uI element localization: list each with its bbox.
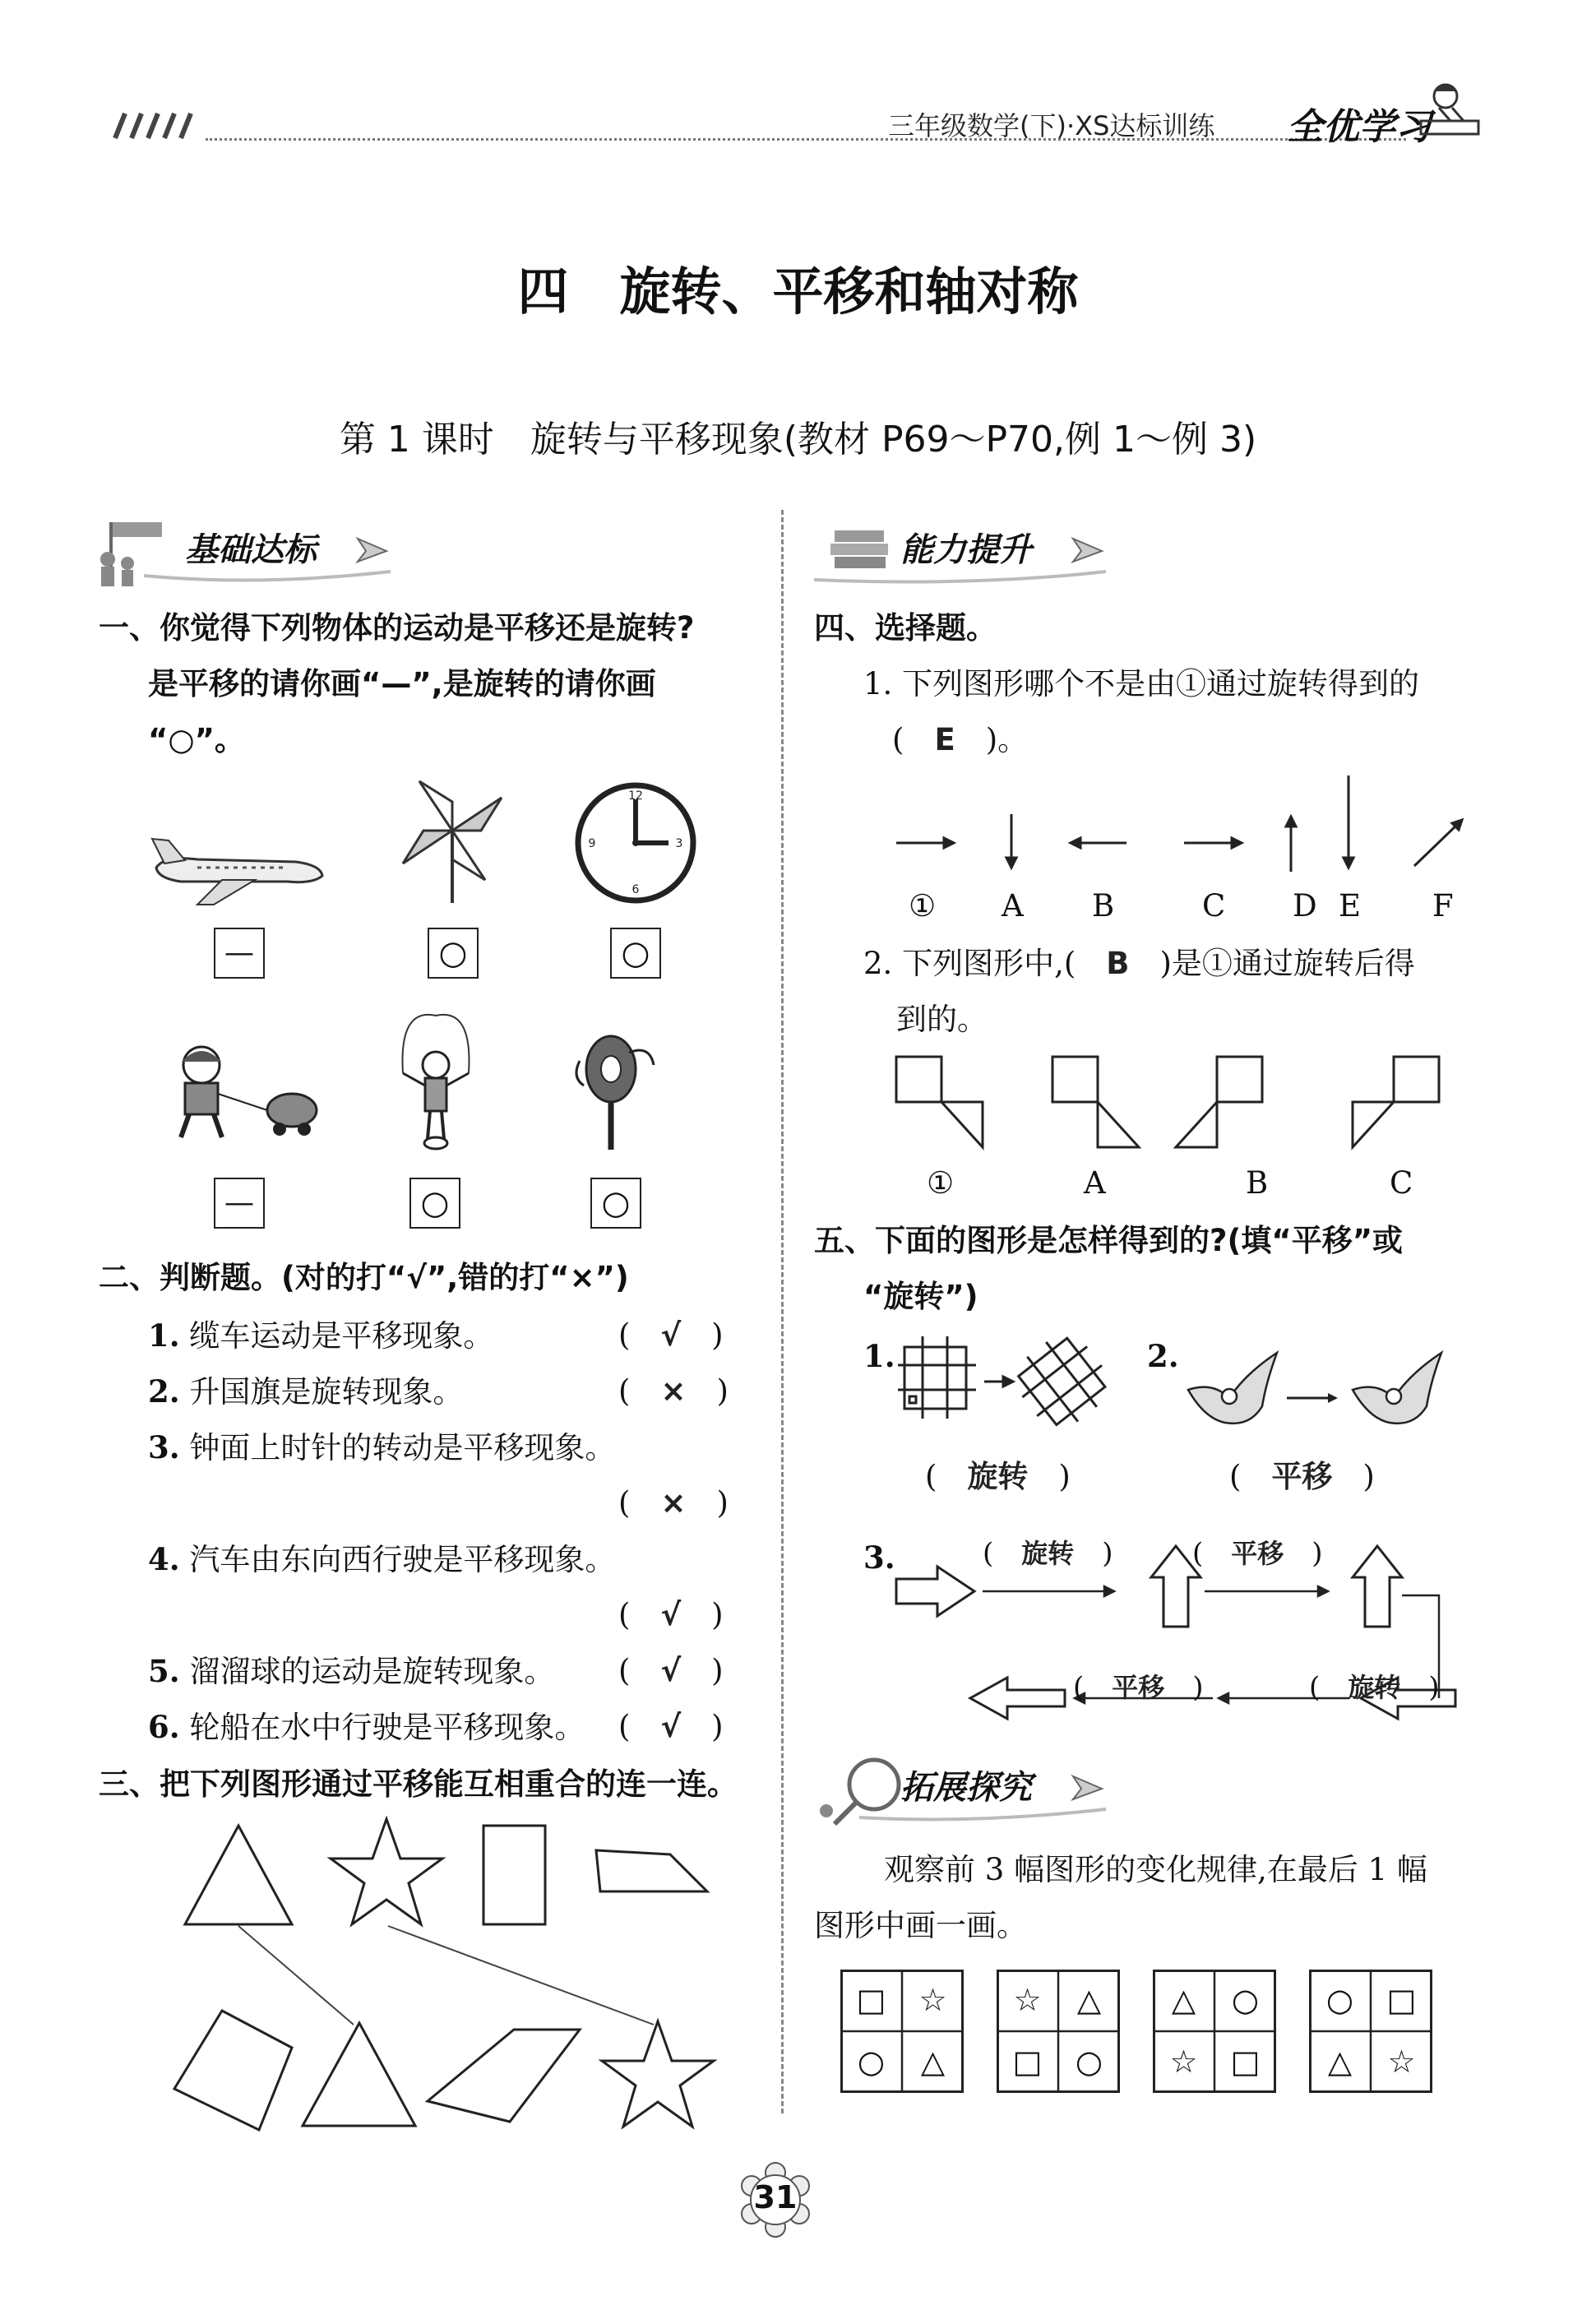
child-pulling-toy-icon (160, 1040, 333, 1139)
q4-item1-label-e: E (1339, 888, 1362, 924)
svg-text:6: 6 (631, 883, 640, 896)
extend-line1: 观察前 3 幅图形的变化规律,在最后 1 幅 (884, 1852, 1427, 1887)
q2-item-3-answer: × (660, 1485, 687, 1521)
q3-top-rectangle[interactable] (483, 1826, 545, 1924)
q1-answer-box-5[interactable] (409, 1178, 460, 1229)
mascot-drawing (1414, 78, 1488, 144)
q5-answer-2: 平移 (1271, 1459, 1333, 1494)
extend-grid-3-cell-1: △ (1171, 1982, 1196, 2018)
q5-answer2-paren[interactable]: ( 平移 ) (1229, 1459, 1375, 1494)
extend-grid-4-cell-3: △ (1327, 2044, 1353, 2080)
q4-item1-paren[interactable]: ( E )。 (892, 722, 1029, 757)
q2-item-4-text: 汽车由东向西行驶是平移现象。 (189, 1542, 616, 1577)
fan-toy-drawing (571, 1028, 662, 1151)
extend-grid-2-cell-2: △ (1076, 1982, 1102, 2018)
q2-item-1 (148, 1308, 493, 1364)
q2-item-4-answer: √ (660, 1597, 682, 1632)
child-toy-drawing (160, 1040, 333, 1139)
q4-item1-answer: E (934, 722, 955, 757)
q2-item-4-paren[interactable]: ( √ ) (618, 1597, 724, 1632)
airplane-drawing (148, 831, 329, 905)
q3-top-trapezoid[interactable] (596, 1850, 707, 1891)
page-number-badge (738, 2163, 812, 2237)
q2-item-3 (148, 1419, 615, 1476)
extend-grid-2-cell-4: ○ (1075, 2044, 1103, 2080)
q2-item-1-text: 缆车运动是平移现象。 (189, 1318, 494, 1354)
jump-rope-drawing (391, 1007, 481, 1151)
q4-item2-line1 (863, 936, 1415, 992)
q1-title-line3: “○”。 (148, 722, 245, 757)
q2-item-3-text: 钟面上时针的转动是平移现象。 (189, 1430, 616, 1465)
q5-title-line2: “旋转”) (863, 1279, 978, 1314)
extend-grid-1-cell-4: △ (920, 2044, 946, 2080)
section-extend-banner (810, 1752, 1122, 1826)
q4-item1-label-f: F (1432, 888, 1454, 924)
q5-answer-1: 旋转 (967, 1459, 1029, 1494)
q2-title: 二、判断题。(对的打“√”,错的打“×”) (99, 1260, 629, 1295)
jump-rope-child-icon (391, 1007, 481, 1151)
q2-item-5-paren[interactable]: ( √ ) (618, 1653, 724, 1688)
q2-item-1-num: 1. (148, 1317, 180, 1354)
extend-grid-4-cell-4: ☆ (1387, 2044, 1416, 2080)
q5-seq-answer-1: 旋转 (1021, 1538, 1075, 1569)
q3-connect-triangle (238, 1926, 354, 2025)
q4-title: 四、选择题。 (814, 610, 997, 646)
q1-answer-4: — (224, 1186, 254, 1220)
q1-answer-1: — (224, 936, 254, 970)
extend-grid-2-cell-3: □ (1012, 2044, 1043, 2080)
extend-grid-3-cell-2: ○ (1231, 1982, 1260, 2018)
q5-n2: 2. (1147, 1338, 1179, 1374)
fan-toy-icon (571, 1028, 662, 1151)
q4-item2-suffix: )是①通过旋转后得 (1159, 946, 1415, 981)
extend-grid-1-cell-2: ☆ (918, 1982, 947, 2018)
extend-grid-3-cell-3: ☆ (1169, 2044, 1198, 2080)
q2-item-2-paren[interactable]: ( × ) (618, 1373, 729, 1409)
header-brand: 全优学习 (1287, 106, 1432, 148)
q5-n3: 3. (863, 1539, 895, 1576)
clock-drawing (574, 781, 697, 905)
q4-item2-label-1: ① (927, 1165, 955, 1201)
brand-mascot-icon (1414, 78, 1488, 144)
svg-text:3: 3 (675, 837, 683, 850)
q2-item-4 (148, 1531, 615, 1588)
svg-text:12: 12 (628, 789, 643, 803)
q5-seq-paren-4[interactable]: ( 旋转 ) (1309, 1671, 1440, 1704)
header-dotted-rule (206, 138, 1406, 141)
extend-grid-4-cell-1: ○ (1325, 1982, 1354, 2018)
section-basic-label: 基础达标 (185, 531, 317, 569)
q2-item-4-num: 4. (148, 1541, 180, 1577)
q4-item1-label-1: ① (909, 888, 937, 924)
q5-seq-answer-4: 旋转 (1348, 1672, 1401, 1703)
q2-item-2-answer: × (660, 1373, 687, 1409)
q2-item-6-text: 轮船在水中行驶是平移现象。 (189, 1710, 585, 1745)
q1-title-line1: 一、你觉得下列物体的运动是平移还是旋转? (99, 610, 695, 646)
extend-grid-3-cell-4: □ (1230, 2044, 1261, 2080)
extend-grid-1-cell-1: □ (856, 1982, 886, 2018)
svg-text:9: 9 (588, 837, 596, 850)
q5-seq-answer-2: 平移 (1231, 1538, 1284, 1569)
q5-seq-answer-3: 平移 (1112, 1672, 1165, 1703)
q2-item-3-paren[interactable]: ( × ) (618, 1485, 729, 1521)
q3-bottom-trapezoid[interactable] (428, 2030, 580, 2122)
q4-item2-line2: 到的。 (896, 1002, 988, 1037)
q4-item1-label-a: A (1002, 888, 1024, 924)
q5-grid-shapes (898, 1332, 1128, 1447)
extend-line2: 图形中画一画。 (814, 1908, 1027, 1943)
q1-answer-box-2[interactable] (428, 928, 479, 979)
q5-seq-paren-3[interactable]: ( 平移 ) (1073, 1671, 1204, 1704)
q2-item-5-num: 5. (148, 1653, 180, 1689)
q2-item-1-answer: √ (660, 1317, 682, 1353)
section-ability-banner (810, 514, 1122, 588)
section-extend-label: 拓展探究 (900, 1769, 1032, 1807)
q3-bottom-triangle[interactable] (303, 2023, 415, 2126)
q4-item2-label-b: B (1246, 1165, 1269, 1201)
column-divider (781, 510, 784, 2113)
q3-bottom-star[interactable] (602, 2021, 714, 2127)
q4-item2-blank[interactable] (1076, 946, 1159, 981)
section-basic-banner (95, 514, 407, 588)
q4-item1-arrows (888, 769, 1480, 884)
q4-item1-label-d: D (1293, 888, 1317, 924)
header-right-text: 三年级数学(下)·XS达标训练 (888, 110, 1215, 141)
q3-bottom-rhombus[interactable] (174, 2011, 292, 2130)
header-slash-decor (107, 107, 197, 140)
q1-title-line2: 是平移的请你画“—”,是旋转的请你画 (148, 666, 656, 701)
q2-item-5-text: 溜溜球的运动是旋转现象。 (189, 1654, 555, 1689)
q5-title-line1: 五、下面的图形是怎样得到的?(填“平移”或 (814, 1223, 1404, 1258)
airplane-icon (148, 831, 329, 905)
q1-answer-2: ○ (438, 934, 468, 972)
q2-item-6-num: 6. (148, 1709, 180, 1745)
lesson-title: 第 1 课时 旋转与平移现象(教材 P69～P70,例 1～例 3) (339, 419, 1257, 461)
q1-answer-box-3[interactable] (610, 928, 661, 979)
q3-title: 三、把下列图形通过平移能互相重合的连一连。 (99, 1766, 738, 1802)
extend-grid-2-cell-1: ☆ (1013, 1982, 1042, 2018)
clock-icon (574, 781, 697, 905)
q2-item-2 (148, 1363, 463, 1420)
q2-item-6-paren[interactable]: ( √ ) (618, 1709, 724, 1744)
section-ability-label: 能力提升 (900, 531, 1032, 569)
q3-shapes (164, 1809, 740, 2155)
q5-answer1-paren[interactable]: ( 旋转 ) (925, 1459, 1071, 1494)
q2-item-1-paren[interactable]: ( √ ) (618, 1317, 724, 1353)
q4-item2-label-c: C (1390, 1165, 1413, 1201)
q3-top-triangle[interactable] (185, 1826, 292, 1924)
q4-item2-prefix: 2. 下列图形中,( (863, 946, 1076, 981)
q2-item-2-num: 2. (148, 1373, 180, 1410)
q2-item-5-answer: √ (660, 1653, 682, 1688)
q2-item-6 (148, 1699, 585, 1756)
extend-grid-1-cell-3: ○ (857, 2044, 886, 2080)
q5-seq-paren-2[interactable]: ( 平移 ) (1192, 1537, 1323, 1570)
q4-item1-label-b: B (1092, 888, 1115, 924)
extend-grid-4-cell-2: □ (1386, 1982, 1417, 2018)
q2-item-5 (148, 1643, 554, 1700)
page-number: 31 (753, 2179, 798, 2215)
q2-item-3-num: 3. (148, 1429, 180, 1465)
q2-item-2-text: 升国旗是旋转现象。 (189, 1374, 464, 1410)
q4-item1-line1: 1. 下列图形哪个不是由①通过旋转得到的 (863, 666, 1420, 701)
chapter-title: 四 旋转、平移和轴对称 (517, 262, 1079, 322)
q3-connect-star (388, 1926, 654, 2025)
q5-n1: 1. (863, 1338, 895, 1374)
q4-item2-answer: B (1106, 946, 1130, 981)
q1-answer-box-1[interactable] (214, 928, 265, 979)
q1-answer-3: ○ (621, 934, 650, 972)
q4-item2-shapes (888, 1049, 1480, 1155)
header-slashes (107, 107, 197, 140)
q1-answer-6: ○ (601, 1184, 631, 1222)
pinwheel-icon (395, 773, 510, 905)
q4-item2-label-a: A (1084, 1165, 1106, 1201)
q1-answer-5: ○ (420, 1184, 450, 1222)
q3-top-star[interactable] (331, 1819, 442, 1924)
q4-item1-label-c: C (1202, 888, 1226, 924)
q1-answer-box-4[interactable] (214, 1178, 265, 1229)
q2-item-6-answer: √ (660, 1709, 682, 1744)
q5-seq-paren-1[interactable]: ( 旋转 ) (983, 1537, 1113, 1570)
pinwheel-drawing (395, 773, 510, 905)
q5-birds (1180, 1349, 1443, 1439)
q1-answer-box-6[interactable] (590, 1178, 641, 1229)
